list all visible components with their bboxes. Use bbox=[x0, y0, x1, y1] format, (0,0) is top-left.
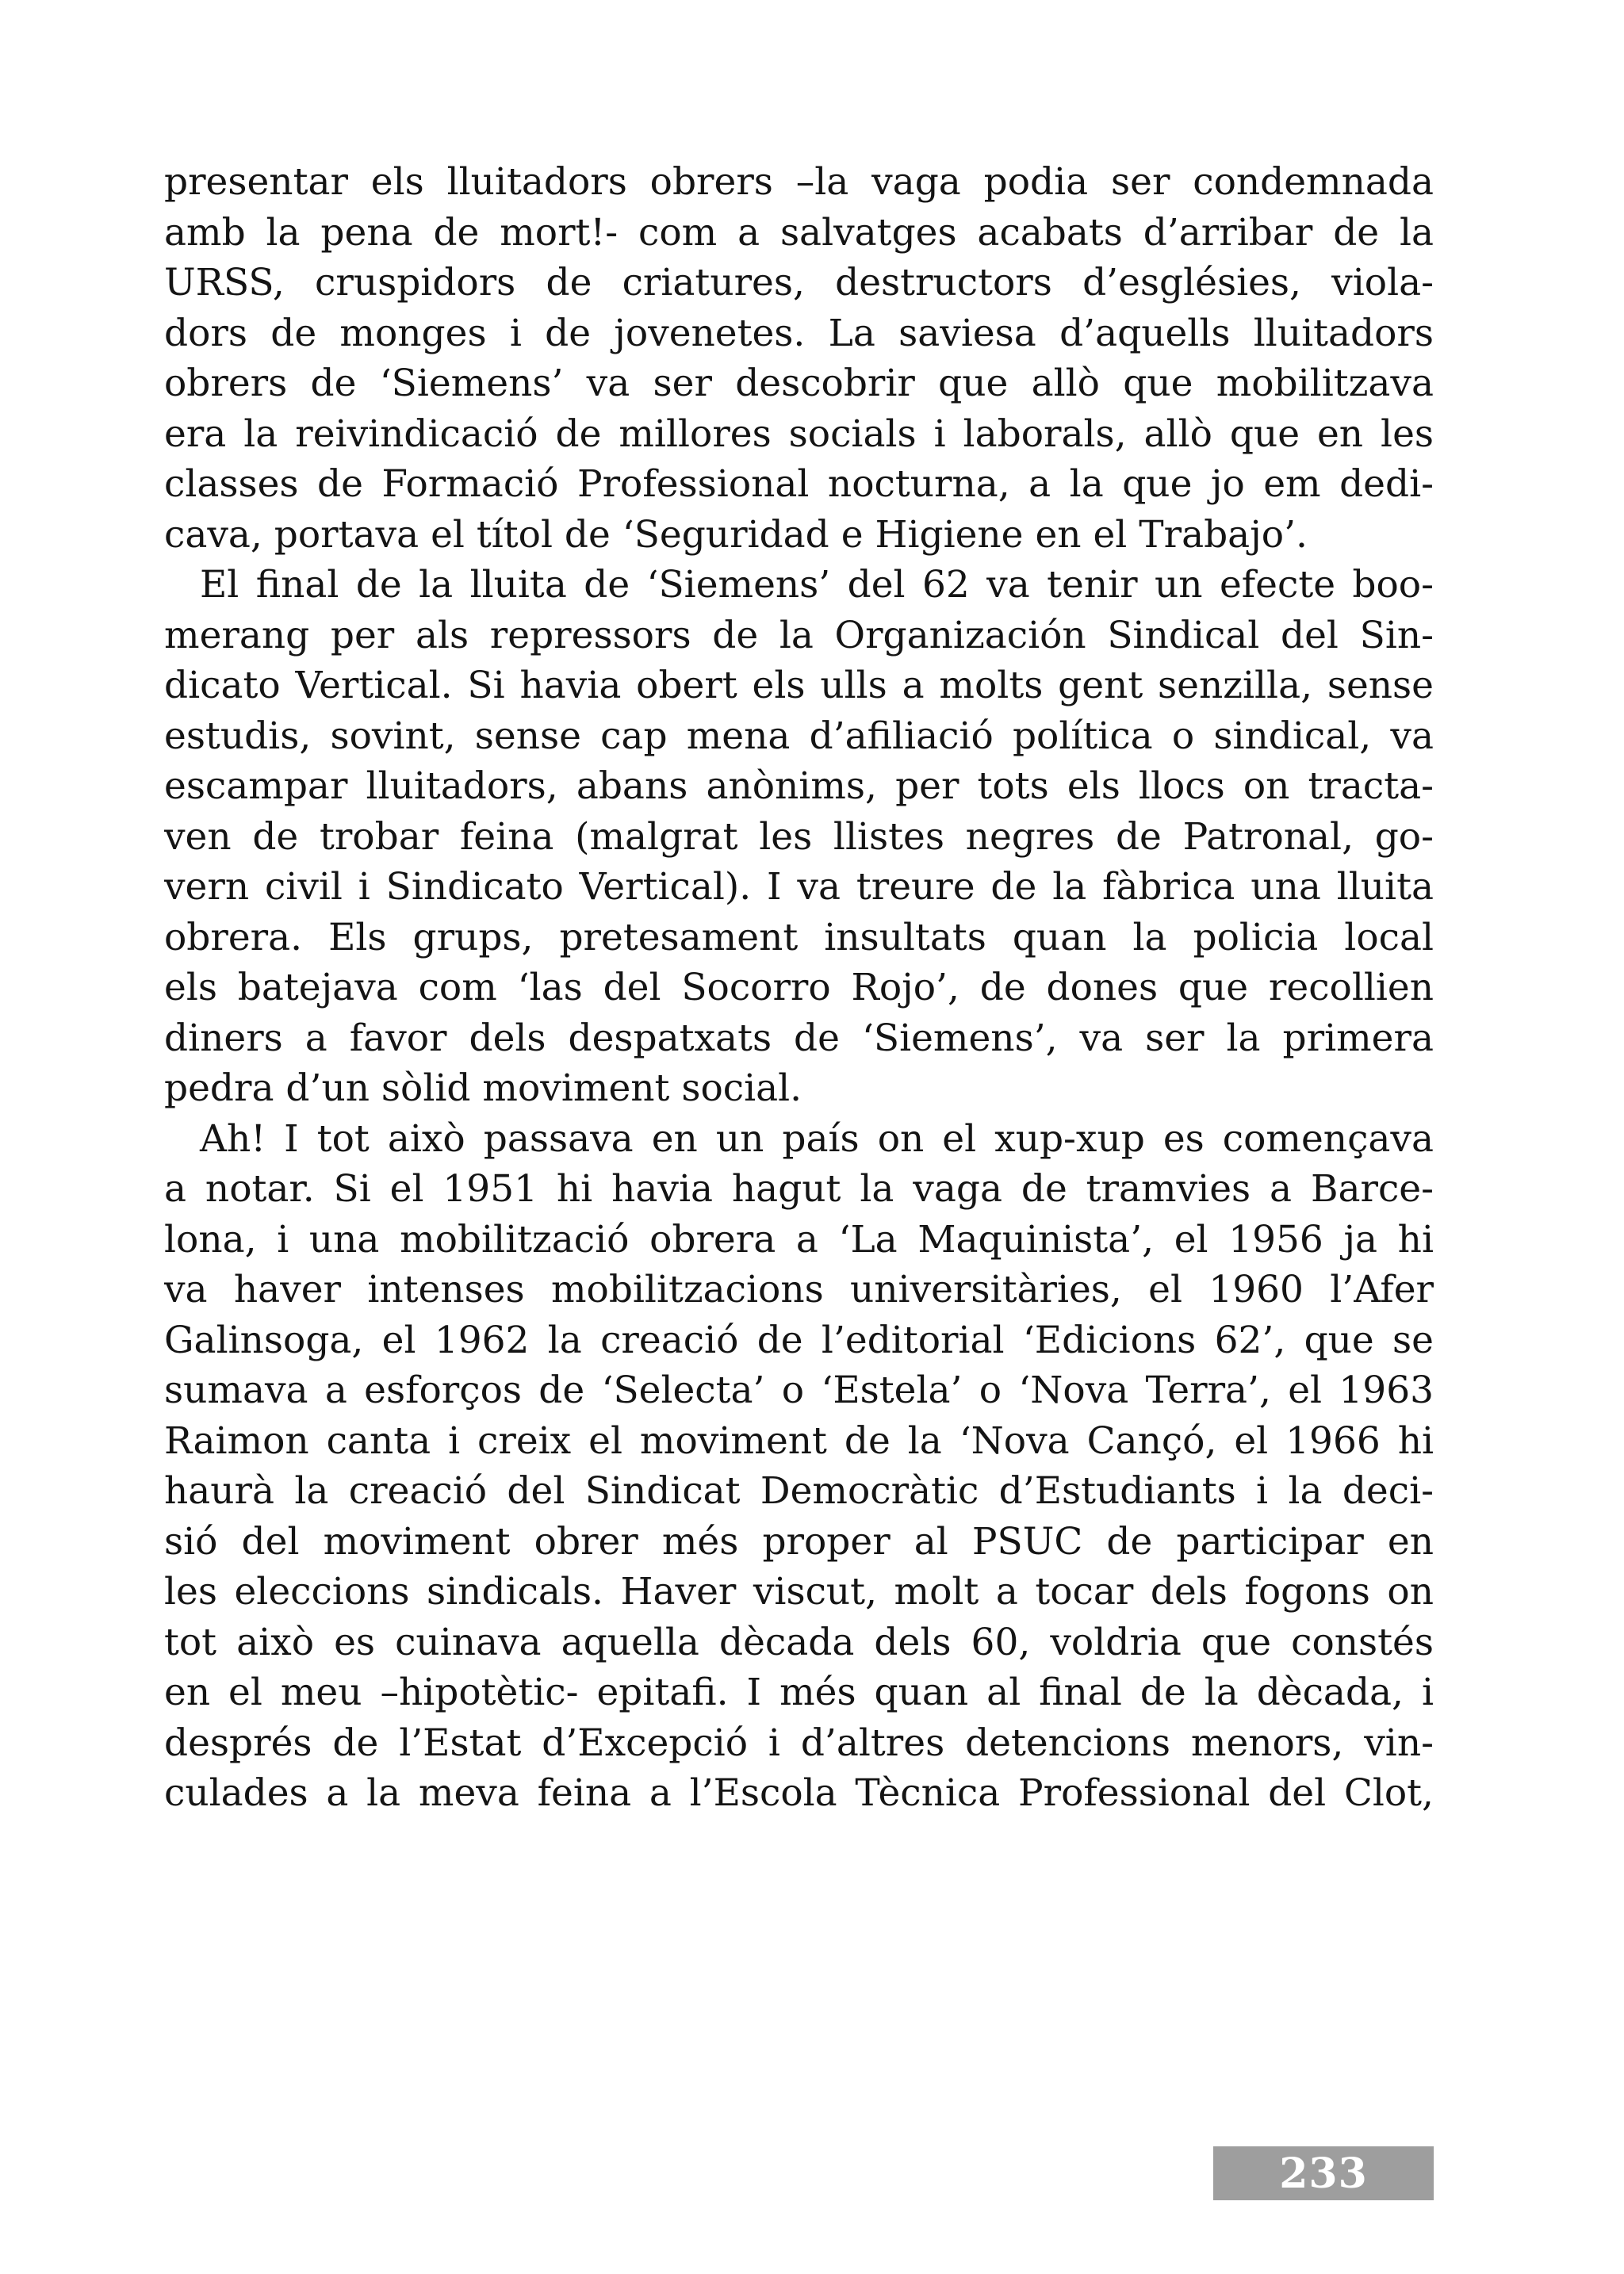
paragraph bbox=[164, 560, 1434, 1114]
text-line: després de l’Estat d’Excepció i d’altres detencions menors, vin- bbox=[164, 1721, 1434, 1765]
text-line: Raimon canta i creix el moviment de la ‘Nova Cançó, el 1966 hi bbox=[164, 1418, 1434, 1463]
text-line: diners a favor dels despatxats de ‘Siemens’, va ser la primera bbox=[164, 1016, 1434, 1060]
text-line: en el meu –hipotètic- epitafi. I més quan al final de la dècada, i bbox=[164, 1671, 1434, 1714]
text-line: presentar els lluitadors obrers –la vaga podia ser condemnada bbox=[164, 160, 1434, 204]
text-line: escampar lluitadors, abans anònims, per tots els llocs on tracta- bbox=[164, 764, 1434, 808]
text-line: El final de la lluita de ‘Siemens’ del 62 va tenir un efecte boo- bbox=[200, 563, 1434, 607]
text-line: vern civil i Sindicato Vertical). I va treure de la fàbrica una lluita bbox=[164, 865, 1434, 909]
text-line: merang per als repressors de la Organización Sindical del Sin- bbox=[164, 613, 1434, 657]
text-line: culades a la meva feina a l’Escola Tècnica Professional del Clot, bbox=[164, 1771, 1434, 1815]
text-line: obrers de ‘Siemens’ va ser descobrir que allò que mobilitzava bbox=[164, 362, 1434, 405]
text-line: a notar. Si el 1951 hi havia hagut la vaga de tramvies a Barce- bbox=[164, 1167, 1434, 1211]
text-line: Galinsoga, el 1962 la creació de l’editorial ‘Edicions 62’, que se bbox=[164, 1318, 1434, 1362]
text-line: estudis, sovint, sense cap mena d’afiliació política o sindical, va bbox=[164, 714, 1434, 758]
text-line: els batejava com ‘las del Socorro Rojo’, de dones que recollien bbox=[164, 966, 1434, 1009]
paragraph bbox=[164, 157, 1434, 560]
text-line: era la reivindicació de millores socials i laborals, allò que en les bbox=[164, 412, 1434, 456]
text-line: sió del moviment obrer més proper al PSUC de participar en bbox=[164, 1519, 1434, 1564]
text-line: les eleccions sindicals. Haver viscut, molt a tocar dels fogons on bbox=[164, 1570, 1434, 1614]
paragraph bbox=[164, 1114, 1434, 1819]
text-line: haurà la creació del Sindicat Democràtic d’Estudiants i la deci- bbox=[164, 1469, 1434, 1513]
page-number-box bbox=[1213, 2146, 1434, 2200]
text-line: tot això es cuinava aquella dècada dels 60, voldria que constés bbox=[164, 1620, 1434, 1664]
text-line: dicato Vertical. Si havia obert els ulls a molts gent senzilla, sense bbox=[164, 664, 1434, 707]
text-line: amb la pena de mort!- com a salvatges acabats d’arribar de la bbox=[164, 210, 1434, 255]
text-line: obrera. Els grups, pretesament insultats quan la policia local bbox=[164, 915, 1434, 959]
text-line: cava, portava el títol de ‘Seguridad e Higiene en el Trabajo’. bbox=[164, 512, 1308, 557]
text-line: Ah! I tot això passava en un país on el xup-xup es començava bbox=[200, 1116, 1434, 1161]
text-line: lona, i una mobilització obrera a ‘La Maquinista’, el 1956 ja hi bbox=[164, 1217, 1434, 1261]
text-line: dors de monges i de jovenetes. La saviesa d’aquells lluitadors bbox=[164, 311, 1434, 355]
text-line: pedra d’un sòlid moviment social. bbox=[164, 1066, 802, 1110]
text-line: classes de Formació Professional nocturna, a la que jo em dedi- bbox=[164, 462, 1434, 506]
page-number: 233 bbox=[1279, 2149, 1368, 2198]
body-text bbox=[164, 157, 1434, 1819]
text-line: sumava a esforços de ‘Selecta’ o ‘Estela’ o ‘Nova Terra’, el 1963 bbox=[164, 1369, 1434, 1412]
text-line: ven de trobar feina (malgrat les llistes negres de Patronal, go- bbox=[164, 814, 1434, 859]
text-line: URSS, cruspidors de criatures, destructors d’esglésies, viola- bbox=[164, 261, 1434, 304]
text-line: va haver intenses mobilitzacions universitàries, el 1960 l’Afer bbox=[164, 1268, 1434, 1311]
